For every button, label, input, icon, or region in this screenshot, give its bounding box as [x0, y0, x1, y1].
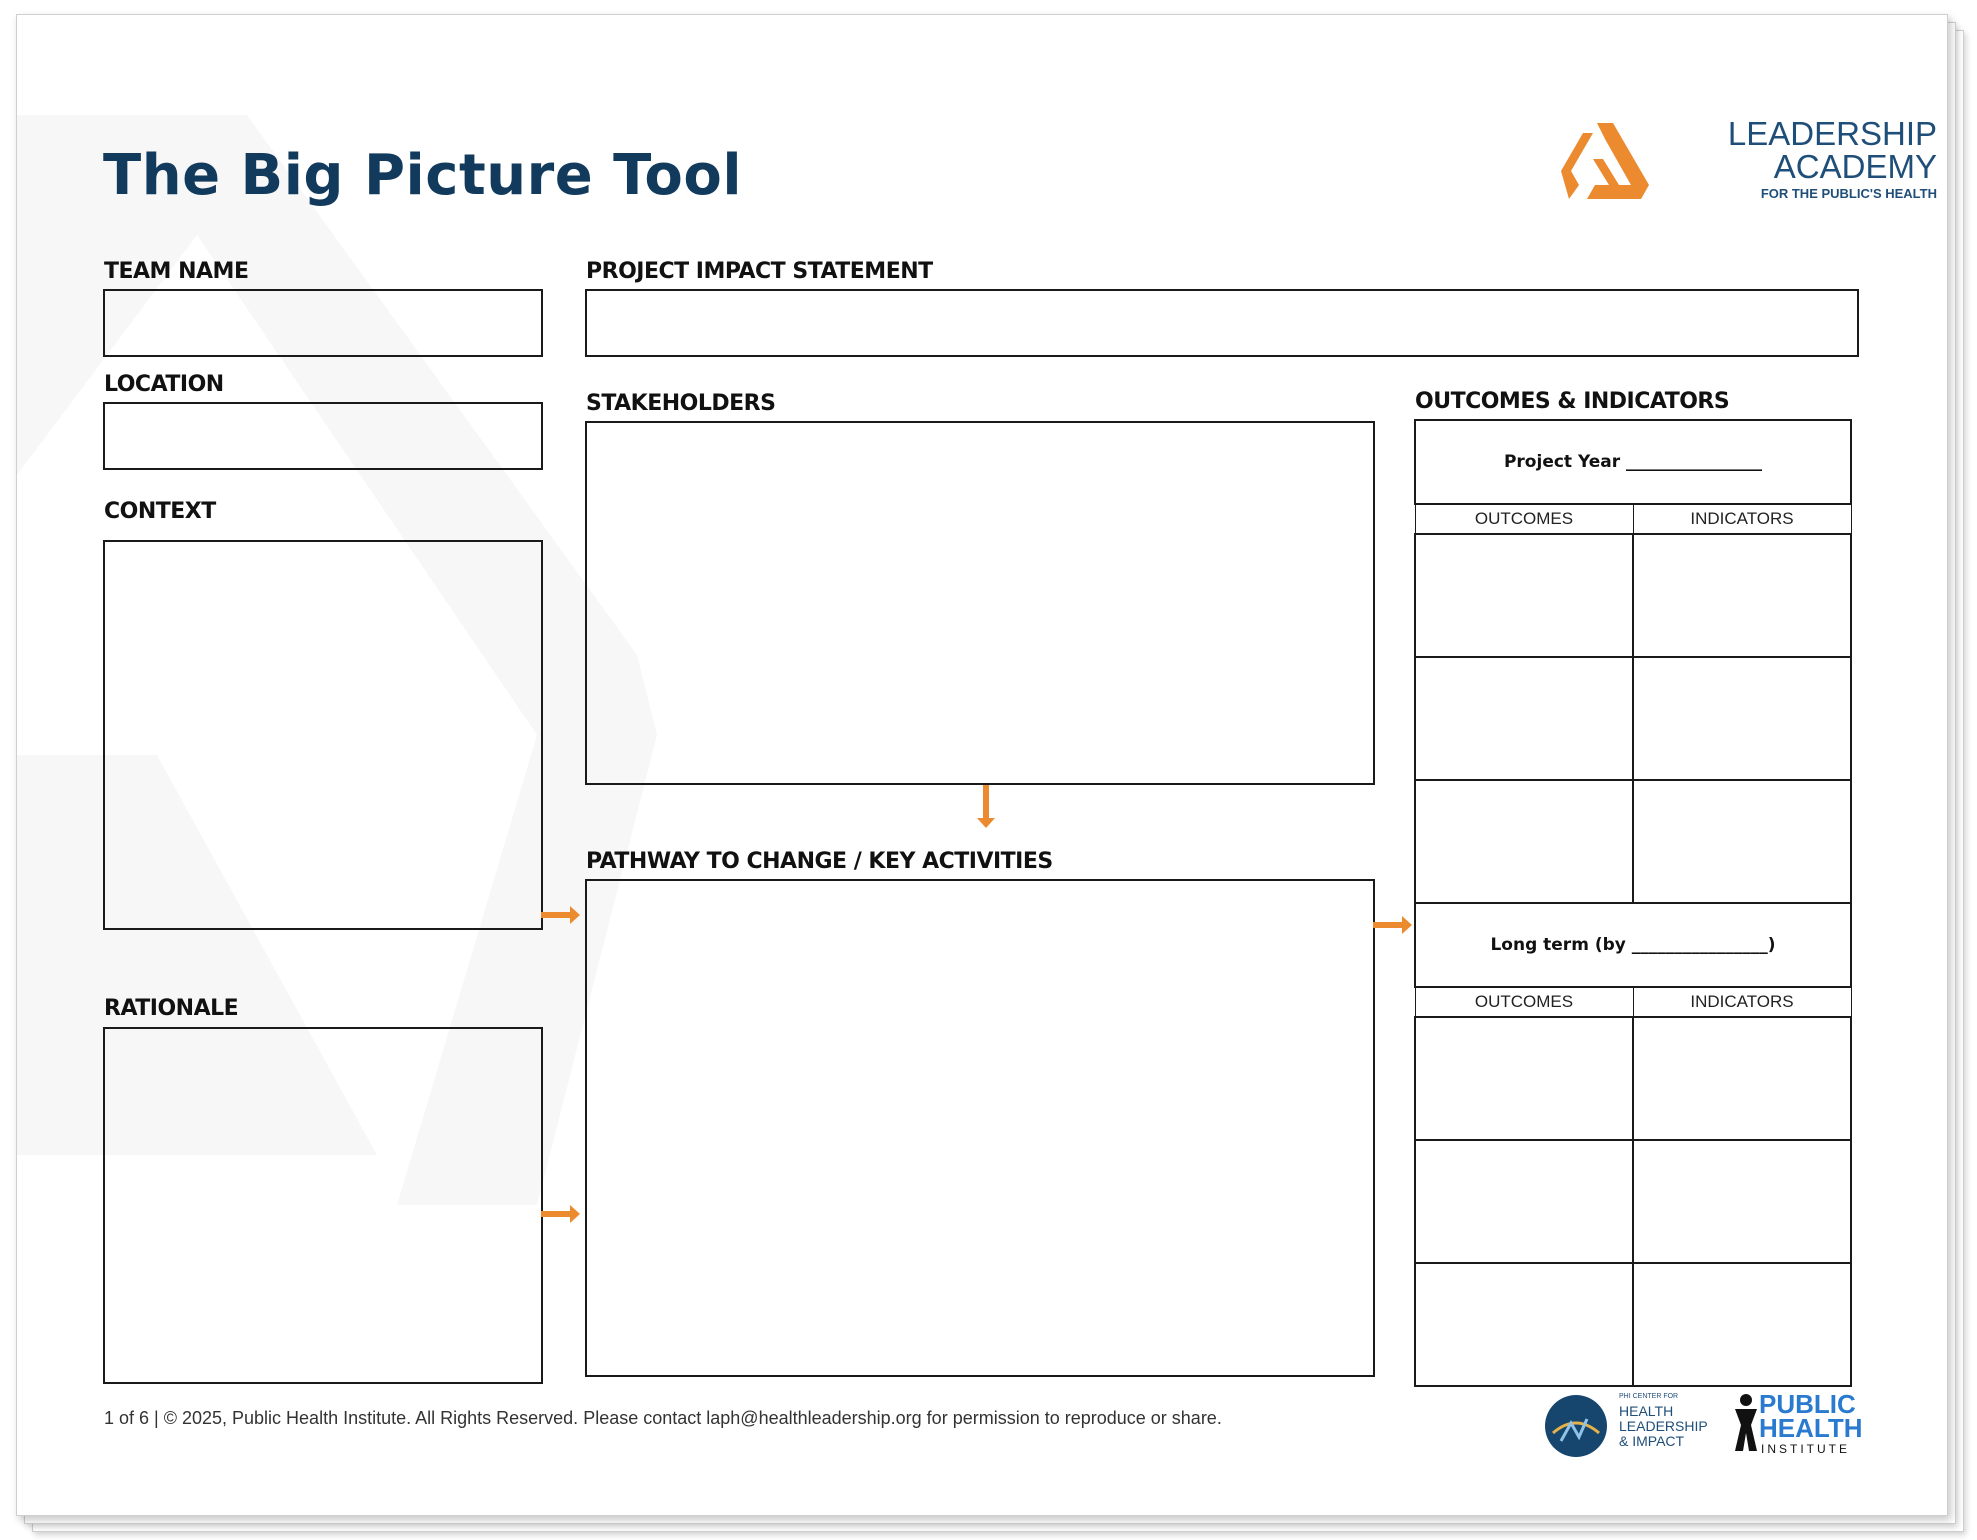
center-logo-globe-icon [1543, 1393, 1609, 1459]
project-impact-label: PROJECT IMPACT STATEMENT [586, 259, 933, 284]
stakeholders-to-pathway-arrow-icon [983, 785, 989, 819]
outcomes-column-header: OUTCOMES [1415, 987, 1633, 1017]
logo-line-leadership: LEADERSHIP [1727, 115, 1937, 152]
center-health-leadership-logo [1543, 1389, 1723, 1465]
context-label: CONTEXT [104, 499, 216, 524]
project-year-text: Project Year ________________ [1503, 452, 1763, 472]
footer-copyright: 1 of 6 | © 2025, Public Health Institute. All Rights Reserved. Please contact laph@healthleadership.org for permission to reproduce or share. [104, 1408, 1222, 1428]
indicators-column-header: INDICATORS [1633, 987, 1851, 1017]
document-page [16, 14, 1948, 1516]
logo-line-academy: ACADEMY [1773, 148, 1937, 185]
team-name-label: TEAM NAME [104, 259, 249, 284]
logo-line-tagline: FOR THE PUBLIC'S HEALTH [1760, 186, 1937, 201]
phi-logo-line3: INSTITUTE [1761, 1442, 1850, 1456]
indicator-cell[interactable] [1633, 1140, 1851, 1263]
center-logo-line2: LEADERSHIP [1619, 1418, 1708, 1434]
long-term-row[interactable] [1415, 903, 1851, 987]
outcome-cell[interactable] [1415, 1263, 1633, 1386]
outcome-cell[interactable] [1415, 657, 1633, 780]
indicator-cell[interactable] [1633, 780, 1851, 903]
phi-logo-line2: HEALTH [1759, 1413, 1863, 1443]
location-field[interactable] [103, 402, 543, 470]
center-logo-line3: & IMPACT [1619, 1433, 1685, 1449]
pathway-field[interactable] [585, 879, 1375, 1377]
page-title: The Big Picture Tool [103, 143, 743, 208]
rationale-label: RATIONALE [104, 996, 239, 1021]
phi-figure-icon [1733, 1393, 1759, 1455]
indicators-column-header: INDICATORS [1633, 504, 1851, 534]
public-health-institute-logo [1733, 1391, 1863, 1467]
outcome-cell[interactable] [1415, 534, 1633, 657]
long-term-text: Long term (by ________________) [1490, 935, 1776, 955]
location-label: LOCATION [104, 372, 224, 397]
outcome-cell[interactable] [1415, 1017, 1633, 1140]
stakeholders-label: STAKEHOLDERS [586, 391, 776, 416]
outcomes-indicators-label: OUTCOMES & INDICATORS [1415, 389, 1730, 414]
project-year-row[interactable] [1415, 420, 1851, 504]
context-field[interactable] [103, 540, 543, 930]
outcome-cell[interactable] [1415, 1140, 1633, 1263]
center-logo-line0: PHI CENTER FOR [1619, 1393, 1679, 1400]
rationale-to-pathway-arrow-icon [541, 1211, 571, 1217]
indicator-cell[interactable] [1633, 1017, 1851, 1140]
leadership-academy-logo [1557, 117, 1948, 207]
indicator-cell[interactable] [1633, 1263, 1851, 1386]
outcomes-column-header: OUTCOMES [1415, 504, 1633, 534]
outcomes-indicators-table [1414, 419, 1852, 1387]
phi-logo-line1: PUBLIC [1759, 1389, 1856, 1419]
context-to-pathway-arrow-icon [541, 912, 571, 918]
center-logo-line1: HEALTH [1619, 1403, 1674, 1419]
indicator-cell[interactable] [1633, 657, 1851, 780]
pathway-label: PATHWAY TO CHANGE / KEY ACTIVITIES [586, 849, 1053, 874]
indicator-cell[interactable] [1633, 534, 1851, 657]
rationale-field[interactable] [103, 1027, 543, 1384]
pathway-to-outcomes-arrow-icon [1373, 922, 1403, 928]
project-impact-field[interactable] [585, 289, 1859, 357]
team-name-field[interactable] [103, 289, 543, 357]
stakeholders-field[interactable] [585, 421, 1375, 785]
outcome-cell[interactable] [1415, 780, 1633, 903]
